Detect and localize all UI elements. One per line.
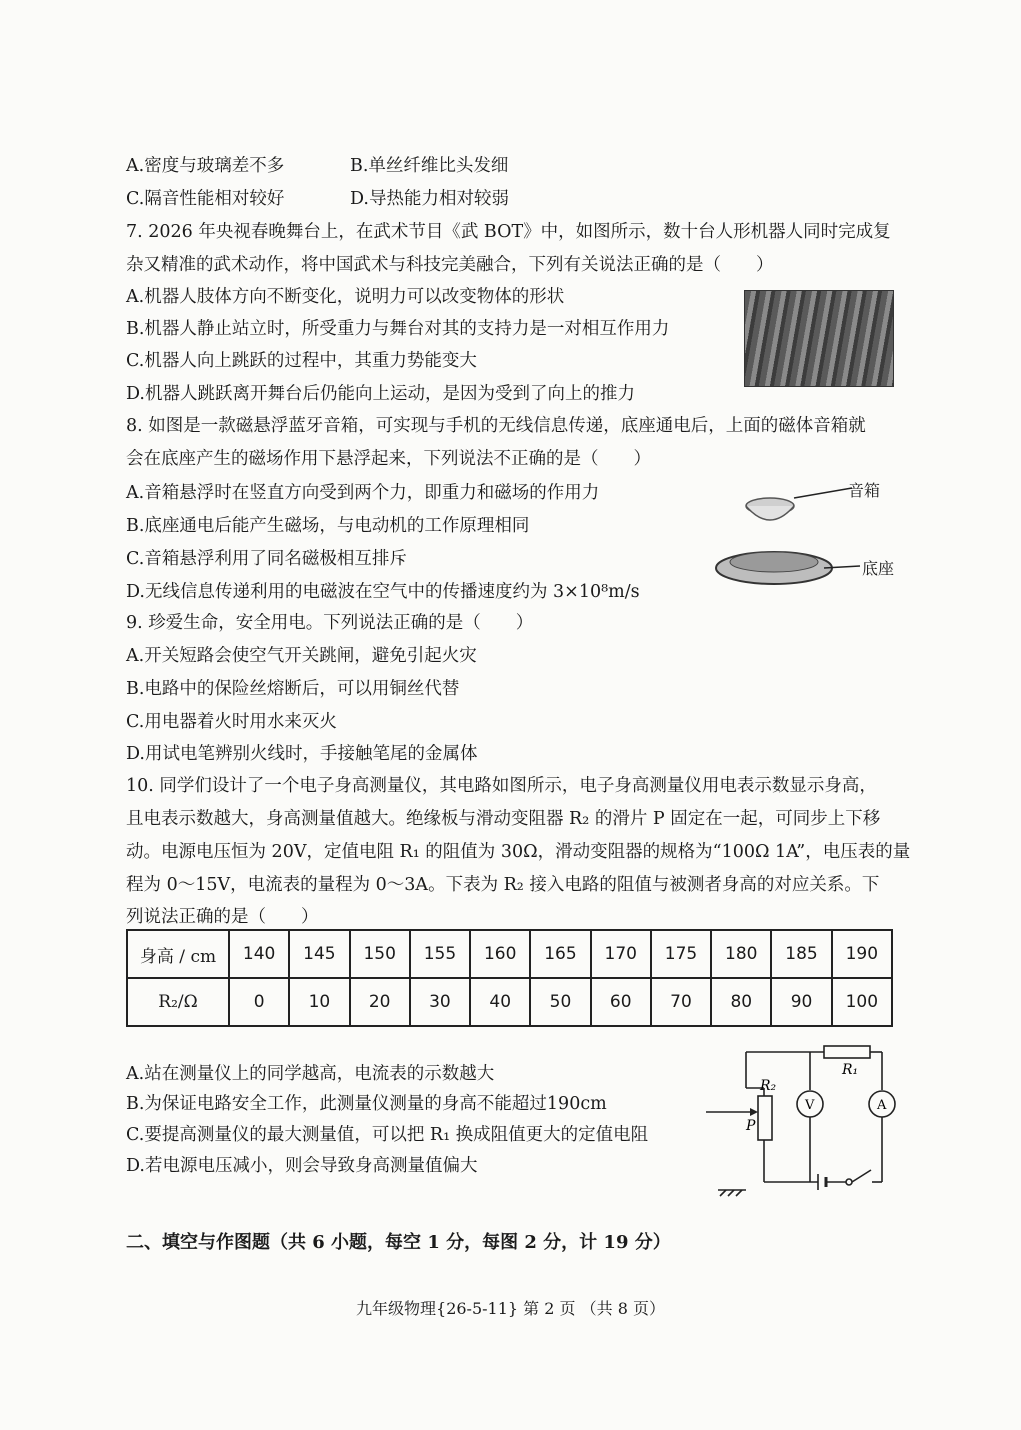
q7-option-c: C.机器人向上跳跃的过程中，其重力势能变大 (126, 351, 477, 371)
q10-stem-line4: 程为 0～15V，电流表的量程为 0～3A。下表为 R₂ 接入电路的阻值与被测者身高的对应关系。下 (126, 875, 880, 895)
table-cell: 155 (410, 930, 470, 978)
table-cell: 165 (530, 930, 590, 978)
table-cell: 160 (470, 930, 530, 978)
label-r2: R₂ (760, 1078, 777, 1094)
table-head-resistance: R₂/Ω (127, 978, 229, 1026)
label-speaker: 音箱 (848, 481, 881, 500)
q9-option-a: A.开关短路会使空气开关跳闸，避免引起火灾 (126, 646, 477, 666)
height-resistance-table (126, 929, 893, 1027)
table-row-height (127, 930, 892, 978)
table-cell: 180 (711, 930, 771, 978)
q8-stem-line2: 会在底座产生的磁场作用下悬浮起来，下列说法不正确的是（ ） (126, 449, 651, 469)
q9-stem: 9. 珍爱生命，安全用电。下列说法正确的是（ ） (126, 613, 534, 633)
q10-option-c: C.要提高测量仪的最大测量值，可以把 R₁ 换成阻值更大的定值电阻 (126, 1125, 649, 1145)
q7-stem-line1: 7. 2026 年央视春晚舞台上，在武术节目《武 BOT》中，如图所示，数十台人形机器人同时完成复 (126, 222, 891, 242)
q8-option-d: D.无线信息传递利用的电磁波在空气中的传播速度约为 3×10⁸m/s (126, 582, 640, 602)
q7-option-b: B.机器人静止站立时，所受重力与舞台对其的支持力是一对相互作用力 (126, 319, 670, 339)
label-a: A (877, 1098, 887, 1113)
q7-option-a: A.机器人肢体方向不断变化，说明力可以改变物体的形状 (126, 287, 565, 307)
q8-option-c: C.音箱悬浮利用了同名磁极相互排斥 (126, 549, 407, 569)
q9-option-d: D.用试电笔辨别火线时，手接触笔尾的金属体 (126, 744, 478, 764)
table-cell: 190 (832, 930, 892, 978)
table-cell: 140 (229, 930, 289, 978)
q8-option-b: B.底座通电后能产生磁场，与电动机的工作原理相同 (126, 516, 530, 536)
table-head-height: 身高 / cm (127, 930, 229, 978)
label-p: P (746, 1118, 756, 1134)
q10-stem-line2: 且电表示数越大，身高测量值越大。绝缘板与滑动变阻器 R₂ 的滑片 P 固定在一起，可同步上下移 (126, 809, 881, 829)
q10-stem-line5: 列说法正确的是（ ） (126, 907, 319, 927)
table-cell: 90 (771, 978, 831, 1026)
table-cell: 170 (591, 930, 651, 978)
q10-stem-line3: 动。电源电压恒为 20V，定值电阻 R₁ 的阻值为 30Ω，滑动变阻器的规格为“100Ω 1A”，电压表的量 (126, 842, 911, 862)
table-cell: 70 (651, 978, 711, 1026)
table-cell: 20 (350, 978, 410, 1026)
q10-option-d: D.若电源电压减小，则会导致身高测量值偏大 (126, 1156, 478, 1176)
circuit-diagram (706, 1040, 896, 1200)
table-cell: 185 (771, 930, 831, 978)
robot-stage-photo (744, 290, 894, 387)
q9-option-b: B.电路中的保险丝熔断后，可以用铜丝代替 (126, 679, 460, 699)
table-cell: 145 (289, 930, 349, 978)
q7-stem-line2: 杂又精准的武术动作，将中国武术与科技完美融合，下列有关说法正确的是（ ） (126, 255, 774, 275)
section-title: 二、填空与作图题（共 6 小题，每空 1 分，每图 2 分，计 19 分） (126, 1232, 671, 1253)
table-cell: 40 (470, 978, 530, 1026)
table-cell: 50 (530, 978, 590, 1026)
rheostat-r2 (758, 1096, 772, 1140)
q6-option-b: B.单丝纤维比头发细 (350, 156, 509, 176)
table-cell: 150 (350, 930, 410, 978)
page-footer: 九年级物理{26-5-11} 第 2 页 （共 8 页） (356, 1299, 665, 1318)
q6-option-d: D.导热能力相对较弱 (350, 189, 509, 209)
q9-option-c: C.用电器着火时用水来灭火 (126, 712, 337, 732)
q6-option-a: A.密度与玻璃差不多 (126, 156, 285, 176)
table-cell: 30 (410, 978, 470, 1026)
resistor-r1 (824, 1046, 870, 1058)
q10-option-a: A.站在测量仪上的同学越高，电流表的示数越大 (126, 1064, 495, 1084)
table-row-resistance (127, 978, 892, 1026)
table-cell: 0 (229, 978, 289, 1026)
table-cell: 175 (651, 930, 711, 978)
table-cell: 10 (289, 978, 349, 1026)
q6-option-c: C.隔音性能相对较好 (126, 189, 285, 209)
q10-stem-line1: 10. 同学们设计了一个电子身高测量仪，其电路如图所示，电子身高测量仪用电表示数显示身高， (126, 776, 877, 796)
q8-stem-line1: 8. 如图是一款磁悬浮蓝牙音箱，可实现与手机的无线信息传递，底座通电后，上面的磁体音箱就 (126, 416, 866, 436)
table-cell: 80 (711, 978, 771, 1026)
table-cell: 60 (591, 978, 651, 1026)
label-r1: R₁ (842, 1062, 859, 1078)
label-base: 底座 (862, 559, 895, 578)
q10-option-b: B.为保证电路安全工作，此测量仪测量的身高不能超过190cm (126, 1094, 607, 1114)
label-v: V (805, 1098, 815, 1113)
table-cell: 100 (832, 978, 892, 1026)
q7-option-d: D.机器人跳跃离开舞台后仍能向上运动，是因为受到了向上的推力 (126, 384, 635, 404)
switch (852, 1170, 871, 1182)
q8-option-a: A.音箱悬浮时在竖直方向受到两个力，即重力和磁场的作用力 (126, 483, 600, 503)
